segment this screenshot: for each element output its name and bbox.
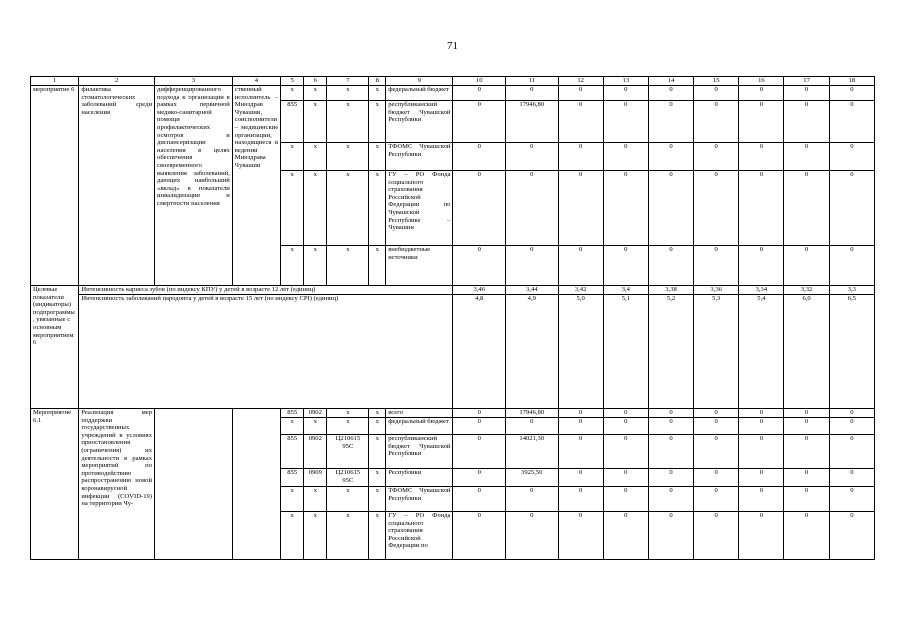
- target-code: x: [327, 418, 369, 435]
- value-cell: 0: [829, 418, 874, 435]
- value-cell: 0: [784, 143, 829, 171]
- value-cell: 0: [558, 435, 603, 469]
- section-code: 0902: [304, 435, 327, 469]
- value-cell: 0: [694, 435, 739, 469]
- value-cell: 0: [694, 469, 739, 487]
- value-cell: 0: [453, 487, 506, 512]
- header-cell: 15: [694, 77, 739, 86]
- value-cell: 0: [603, 86, 648, 101]
- target-code: Ц210615 95С: [327, 469, 369, 487]
- value-cell: 0: [784, 246, 829, 286]
- header-cell: 8: [369, 77, 386, 86]
- value-cell: 0: [558, 101, 603, 143]
- section-code: x: [304, 101, 327, 143]
- value-cell: 0: [603, 487, 648, 512]
- value-cell: 0: [829, 409, 874, 418]
- grbs-code: x: [281, 418, 304, 435]
- value-cell: 0: [603, 409, 648, 418]
- grbs-code: x: [281, 171, 304, 246]
- header-row: [31, 77, 875, 86]
- value-cell: 0: [739, 469, 784, 487]
- value-cell: 0: [694, 86, 739, 101]
- expense-code: x: [369, 86, 386, 101]
- value-cell: 0: [603, 418, 648, 435]
- value-cell: 0: [648, 101, 693, 143]
- value-cell: 0: [694, 487, 739, 512]
- value-cell: 0: [648, 246, 693, 286]
- value-cell: 0: [558, 171, 603, 246]
- expense-code: x: [369, 143, 386, 171]
- activity-executor: ственный исполнитель – Минздрав Чувашии, соисполнители – медицинские организации, находящиеся в ведении Минздрава Чувашии: [232, 86, 280, 286]
- section-code: x: [304, 171, 327, 246]
- target-code: x: [327, 101, 369, 143]
- value-cell: 0: [648, 409, 693, 418]
- funding-source: федеральный бюджет: [386, 86, 453, 101]
- section-code: 0902: [304, 409, 327, 418]
- expense-code: x: [369, 171, 386, 246]
- value-cell: 0: [829, 487, 874, 512]
- activity-approach: дифференцированного подхода к организации в рамках первичной медико-санитарной помощи профилактических осмотров и диспансеризации населения в целях обеспечения своевременного выявления заболеваний, дающих наибольший «вклад» в показатели инвалидизации и смертности населения: [155, 86, 233, 286]
- expense-code: x: [369, 435, 386, 469]
- measure-description: Реализация мер поддержки государственных учреждений в условиях приостановления (ограничения) их деятельности в рамках мероприятий по противодействию распространению новой коронавирусной инфекции (COVID-19) на территории Чу-: [79, 409, 155, 560]
- value-cell: 0: [784, 469, 829, 487]
- target-value: 3,42: [558, 286, 603, 295]
- target-value: 5,2: [648, 295, 693, 409]
- targets-label: Целевые показатели (индикаторы) подпрограммы, увязанные с основным мероприятием 6: [31, 286, 79, 409]
- value-cell: 0: [739, 435, 784, 469]
- table-row: [31, 409, 875, 418]
- value-cell: 0: [603, 469, 648, 487]
- value-cell: 0: [648, 512, 693, 560]
- value-cell: 0: [829, 512, 874, 560]
- header-cell: 13: [603, 77, 648, 86]
- target-value: 3,3: [829, 286, 874, 295]
- measure-name: Мероприятие 6.1: [31, 409, 79, 560]
- value-cell: 0: [453, 512, 506, 560]
- funding-source: ТФОМС Чувашской Республики: [386, 143, 453, 171]
- value-cell: 0: [558, 409, 603, 418]
- activity-description: филактика стоматологических заболеваний среди населения: [79, 86, 155, 286]
- header-cell: 14: [648, 77, 693, 86]
- target-value: 4,9: [506, 295, 559, 409]
- value-cell: 14021,30: [506, 435, 559, 469]
- value-cell: 0: [506, 171, 559, 246]
- grbs-code: x: [281, 86, 304, 101]
- value-cell: 0: [453, 143, 506, 171]
- value-cell: 0: [829, 435, 874, 469]
- target-indicator: Интенсивность заболеваний пародонта у детей в возрасте 15 лет (по индексу СРI) (единиц): [79, 295, 453, 409]
- value-cell: 0: [506, 418, 559, 435]
- table-row: [31, 86, 875, 101]
- value-cell: 0: [558, 246, 603, 286]
- value-cell: 0: [694, 512, 739, 560]
- value-cell: 0: [784, 487, 829, 512]
- value-cell: 0: [829, 101, 874, 143]
- section-code: 0909: [304, 469, 327, 487]
- expense-code: x: [369, 469, 386, 487]
- funding-source: федеральный бюджет: [386, 418, 453, 435]
- target-value: 5,0: [558, 295, 603, 409]
- value-cell: 0: [648, 143, 693, 171]
- value-cell: 0: [603, 101, 648, 143]
- value-cell: 0: [829, 86, 874, 101]
- target-value: 3,4: [603, 286, 648, 295]
- value-cell: 0: [558, 418, 603, 435]
- value-cell: 0: [453, 435, 506, 469]
- funding-source: республиканский бюджет Чувашской Республики: [386, 101, 453, 143]
- section-code: x: [304, 143, 327, 171]
- expense-code: x: [369, 101, 386, 143]
- section-code: x: [304, 512, 327, 560]
- expense-code: x: [369, 512, 386, 560]
- value-cell: 0: [784, 171, 829, 246]
- funding-source: ТФОМС Чувашской Республики: [386, 487, 453, 512]
- expense-code: x: [369, 246, 386, 286]
- value-cell: 0: [648, 418, 693, 435]
- value-cell: 0: [829, 171, 874, 246]
- header-cell: 6: [304, 77, 327, 86]
- value-cell: 0: [558, 143, 603, 171]
- value-cell: 0: [739, 101, 784, 143]
- value-cell: 0: [739, 409, 784, 418]
- value-cell: 0: [784, 86, 829, 101]
- value-cell: 0: [453, 469, 506, 487]
- value-cell: 0: [739, 171, 784, 246]
- funding-source: внебюджетные источники: [386, 246, 453, 286]
- value-cell: 0: [603, 143, 648, 171]
- value-cell: 0: [829, 246, 874, 286]
- value-cell: 0: [829, 469, 874, 487]
- value-cell: 0: [453, 418, 506, 435]
- empty-cell: [155, 409, 233, 560]
- value-cell: 0: [506, 143, 559, 171]
- value-cell: 0: [648, 487, 693, 512]
- header-cell: 9: [386, 77, 453, 86]
- target-value: 6,5: [829, 295, 874, 409]
- grbs-code: x: [281, 487, 304, 512]
- value-cell: 3925,50: [506, 469, 559, 487]
- value-cell: 0: [506, 246, 559, 286]
- value-cell: 0: [453, 246, 506, 286]
- value-cell: 0: [558, 469, 603, 487]
- value-cell: 17946,80: [506, 101, 559, 143]
- target-code: Ц210615 95С: [327, 435, 369, 469]
- target-value: 3,38: [648, 286, 693, 295]
- section-code: x: [304, 487, 327, 512]
- value-cell: 0: [506, 487, 559, 512]
- activity-name: мероприятие 6: [31, 86, 79, 286]
- value-cell: 0: [739, 512, 784, 560]
- header-cell: 12: [558, 77, 603, 86]
- target-code: x: [327, 246, 369, 286]
- value-cell: 0: [453, 409, 506, 418]
- value-cell: 0: [739, 418, 784, 435]
- target-value: 3,44: [506, 286, 559, 295]
- value-cell: 0: [453, 86, 506, 101]
- target-code: x: [327, 86, 369, 101]
- value-cell: 0: [506, 86, 559, 101]
- funding-source: ГУ – РО Фонда социального страхования Российской Федерации по Чувашской Республике – Чувашии: [386, 171, 453, 246]
- header-cell: 11: [506, 77, 559, 86]
- grbs-code: x: [281, 143, 304, 171]
- funding-source: республиканский бюджет Чувашской Республики: [386, 435, 453, 469]
- target-value: 3,34: [739, 286, 784, 295]
- target-value: 5,3: [694, 295, 739, 409]
- target-value: 4,8: [453, 295, 506, 409]
- grbs-code: 855: [281, 469, 304, 487]
- value-cell: 0: [784, 512, 829, 560]
- value-cell: 0: [603, 171, 648, 246]
- value-cell: 0: [784, 409, 829, 418]
- empty-cell: [232, 409, 280, 560]
- header-cell: 17: [784, 77, 829, 86]
- value-cell: 0: [603, 512, 648, 560]
- target-code: x: [327, 143, 369, 171]
- grbs-code: 855: [281, 435, 304, 469]
- value-cell: 0: [739, 86, 784, 101]
- section-code: x: [304, 418, 327, 435]
- value-cell: 0: [558, 86, 603, 101]
- funding-source: ГУ – РО Фонда социального страхования Российской Федерации по: [386, 512, 453, 560]
- target-value: 5,1: [603, 295, 648, 409]
- value-cell: 17946,80: [506, 409, 559, 418]
- value-cell: 0: [694, 101, 739, 143]
- header-cell: 16: [739, 77, 784, 86]
- header-cell: 5: [281, 77, 304, 86]
- expense-code: x: [369, 418, 386, 435]
- value-cell: 0: [694, 143, 739, 171]
- target-row: [31, 295, 875, 409]
- value-cell: 0: [558, 512, 603, 560]
- header-cell: 18: [829, 77, 874, 86]
- value-cell: 0: [648, 469, 693, 487]
- budget-table: [30, 76, 875, 560]
- header-cell: 10: [453, 77, 506, 86]
- value-cell: 0: [453, 171, 506, 246]
- funding-source: всего: [386, 409, 453, 418]
- target-code: x: [327, 409, 369, 418]
- target-code: x: [327, 171, 369, 246]
- header-cell: 2: [79, 77, 155, 86]
- value-cell: 0: [829, 143, 874, 171]
- value-cell: 0: [694, 409, 739, 418]
- value-cell: 0: [694, 171, 739, 246]
- section-code: x: [304, 86, 327, 101]
- target-value: 5,4: [739, 295, 784, 409]
- value-cell: 0: [603, 435, 648, 469]
- grbs-code: x: [281, 512, 304, 560]
- target-code: x: [327, 512, 369, 560]
- grbs-code: 855: [281, 101, 304, 143]
- value-cell: 0: [739, 143, 784, 171]
- value-cell: 0: [784, 418, 829, 435]
- value-cell: 0: [784, 435, 829, 469]
- grbs-code: x: [281, 246, 304, 286]
- target-value: 3,46: [453, 286, 506, 295]
- value-cell: 0: [558, 487, 603, 512]
- value-cell: 0: [453, 101, 506, 143]
- funding-source: Республики: [386, 469, 453, 487]
- target-value: 3,36: [694, 286, 739, 295]
- grbs-code: 855: [281, 409, 304, 418]
- expense-code: x: [369, 487, 386, 512]
- header-cell: 7: [327, 77, 369, 86]
- value-cell: 0: [648, 86, 693, 101]
- target-code: x: [327, 487, 369, 512]
- value-cell: 0: [694, 418, 739, 435]
- page-number: 71: [447, 40, 458, 52]
- header-cell: 3: [155, 77, 233, 86]
- value-cell: 0: [739, 246, 784, 286]
- header-cell: 1: [31, 77, 79, 86]
- section-code: x: [304, 246, 327, 286]
- target-row: [31, 286, 875, 295]
- value-cell: 0: [648, 435, 693, 469]
- value-cell: 0: [506, 512, 559, 560]
- value-cell: 0: [603, 246, 648, 286]
- header-cell: 4: [232, 77, 280, 86]
- target-value: 3,32: [784, 286, 829, 295]
- value-cell: 0: [784, 101, 829, 143]
- value-cell: 0: [694, 246, 739, 286]
- value-cell: 0: [648, 171, 693, 246]
- expense-code: x: [369, 409, 386, 418]
- target-indicator: Интенсивность кариеса зубов (по индексу КПУ) у детей в возрасте 12 лет (единиц): [79, 286, 453, 295]
- value-cell: 0: [739, 487, 784, 512]
- target-value: 6,0: [784, 295, 829, 409]
